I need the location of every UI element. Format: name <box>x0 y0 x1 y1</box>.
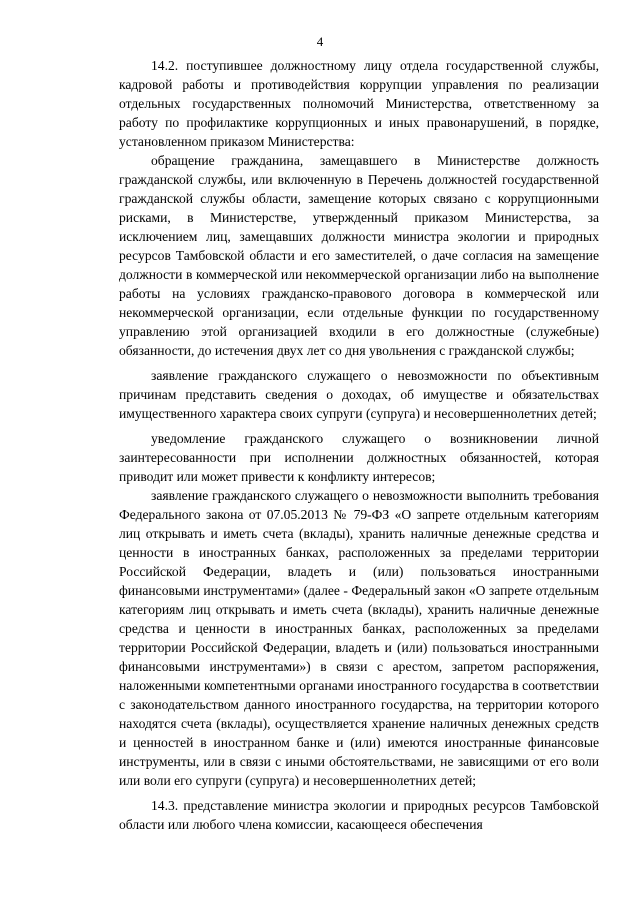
paragraph-14-2: 14.2. поступившее должностному лицу отдела государственной службы, кадровой работы и противодействия коррупции управления по реализации отдельных государственных полномочий Министерства, ответственному за работу по профилактике коррупционных и иных правонарушений, в порядке, установленном приказом Министерства: <box>119 58 599 149</box>
paragraph-14-3: 14.3. представление министра экологии и природных ресурсов Тамбовской области или любого члена комиссии, касающееся обеспечения <box>119 798 599 832</box>
page-number: 4 <box>316 34 324 49</box>
paragraph-conflict-notice: уведомление гражданского служащего о возникновении личной заинтересованности при исполнении должностных обязанностей, которая приводит или может привести к конфликту интересов; <box>119 431 599 484</box>
document-body <box>119 56 599 834</box>
paragraph-foreign-accounts: заявление гражданского служащего о невозможности выполнить требования Федерального закона от 07.05.2013 № 79-ФЗ «О запрете отдельным категориям лиц открывать и иметь счета (вклады), хранить наличные денежные средства и ценности в иностранных банках, расположенных за пределами территории Российской Федерации, владеть и (или) пользоваться иностранными финансовыми инструментами» (далее - Федеральный закон «О запрете отдельным категориям лиц открывать и иметь счета (вклады), хранить наличные денежные средства и ценности в иностранных банках, расположенных за пределами территории Российской Федерации, владеть и (или) пользоваться иностранными финансовыми инструментами») в связи с арестом, запретом распоряжения, наложенными компетентными органами иностранного государства в соответствии с законодательством данного иностранного государства, на территории которого находятся счета (вклады), осуществляется хранение наличных денежных средств и ценностей в иностранном банке и (или) имеются иностранные финансовые инструменты, или в связи с иными обстоятельствами, не зависящими от его воли или воли его супруги (супруга) и несовершеннолетних детей; <box>119 488 599 788</box>
paragraph-income-statement: заявление гражданского служащего о невозможности по объективным причинам представить сведения о доходах, об имуществе и обязательствах имущественного характера своих супруги (супруга) и несовершеннолетних детей; <box>119 368 599 421</box>
paragraph-citizen-appeal: обращение гражданина, замещавшего в Министерстве должность гражданской службы, или включенную в Перечень должностей государственной гражданской службы области, замещение которых связано с коррупционными рисками, в Министерстве, утвержденный приказом Министерства, за исключением лиц, замещавших должности министра экологии и природных ресурсов Тамбовской области и его заместителей, о даче согласия на замещение должности в коммерческой или некоммерческой организации либо на выполнение работы на условиях гражданско-правового договора в коммерческой или некоммерческой организации, если отдельные функции по государственному управлению этой организацией входили в его должностные (служебные) обязанности, до истечения двух лет со дня увольнения с гражданской службы; <box>119 153 599 358</box>
